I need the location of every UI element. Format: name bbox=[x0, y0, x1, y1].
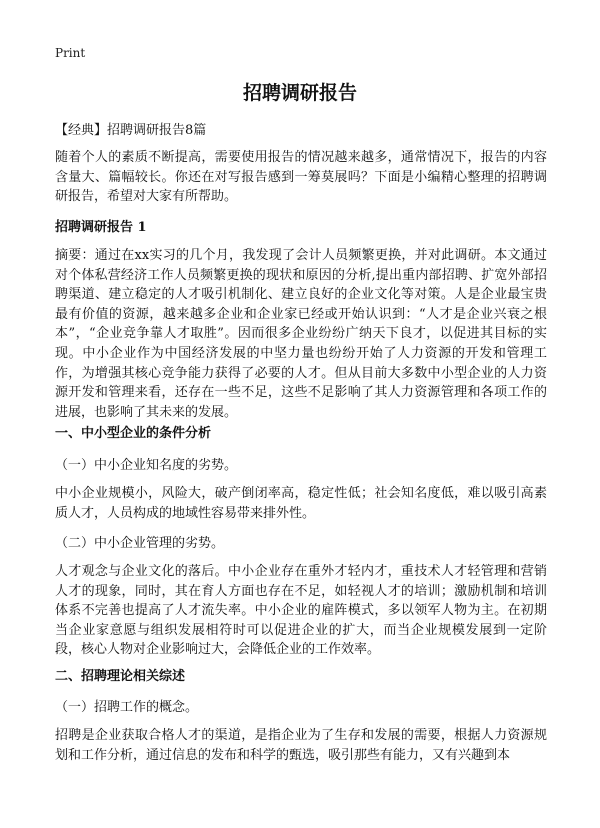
document-subtitle: 【经典】招聘调研报告8篇 bbox=[55, 123, 207, 138]
h2-sub1-block bbox=[55, 696, 547, 715]
h1-sub1-block bbox=[55, 454, 547, 473]
h1-block bbox=[55, 422, 547, 441]
paragraph-concept: 招聘是企业获取合格人才的渠道，是指企业为了生存和发展的需要，根据人力资源规划和工作分析，通过信息的发布和科学的甄选，吸引那些有能力，又有兴趣到本 bbox=[55, 728, 547, 763]
heading-conditions-analysis: 一、中小型企业的条件分析 bbox=[55, 426, 212, 441]
paragraph-management: 人才观念与企业文化的落后。中小企业存在重外才轻内才，重技术人才轻管理和营销人才的现象，同时，其在育人方面也存在不足，如轻视人才的培训；激励机制和培训体系不完善也提高了人才流失率。中小企业的雇阵模式，多以领军人物为主。在初期当企业家意愿与组织发展相符时可以促进企业的扩大，而当企业规模发展到一定阶段，核心人物对企业影响过大，会降低企业的工作效率。 bbox=[55, 564, 547, 658]
h2-block bbox=[55, 665, 547, 684]
print-label: Print bbox=[55, 46, 86, 60]
section-heading: 招聘调研报告 1 bbox=[55, 220, 147, 235]
subheading-management: （二）中小企业管理的劣势。 bbox=[55, 536, 225, 551]
page-title: 招聘调研报告 bbox=[242, 82, 357, 104]
paragraph-visibility: 中小企业规模小，风险大，破产倒闭率高，稳定性低；社会知名度低，难以吸引高素质人才，人员构成的地域性容易带来排外性。 bbox=[55, 486, 547, 521]
abstract-block bbox=[55, 246, 547, 422]
h1-p1-block bbox=[55, 484, 547, 523]
h1-p2-block bbox=[55, 562, 547, 660]
abstract-paragraph: 摘要：通过在xx实习的几个月，我发现了会计人员频繁更换，并对此调研。本文通过对个体私营经济工作人员频繁更换的现状和原因的分析,提出重内部招聘、扩宽外部招聘渠道、建立稳定的人才吸引机制化、建立良好的企业文化等对策。人是企业最宝贵最有价值的资源，越来越多企业和企业家已经或开始认识到：“人才是企业兴衰之根本”，“企业竞争靠人才取胜”。因而很多企业纷纷广纳天下良才，以促进其目标的实现。中小企业作为中国经济发展的中坚力量也纷纷开始了人力资源的开发和管理工作，为增强其核心竞争能力获得了必要的人才。但从目前大多数中小型企业的人力资源开发和管理来看，还存在一些不足，这些不足影响了其人力资源管理和各项工作的进展，也影响了其未来的发展。 bbox=[55, 248, 547, 420]
subheading-concept: （一）招聘工作的概念。 bbox=[55, 700, 199, 715]
intro-paragraph: 随着个人的素质不断提高，需要使用报告的情况越来越多，通常情况下，报告的内容含量大、篇幅较长。你还在对写报告感到一筹莫展吗？下面是小编精心整理的招聘调研报告，希望对大家有所帮助。 bbox=[55, 150, 547, 205]
heading-recruitment-theory: 二、招聘理论相关综述 bbox=[55, 669, 186, 684]
h1-sub2-block bbox=[55, 532, 547, 551]
section-heading-block bbox=[55, 216, 547, 235]
subheading-visibility: （一）中小企业知名度的劣势。 bbox=[55, 458, 238, 473]
intro-block bbox=[55, 148, 547, 207]
h2-p1-block bbox=[55, 726, 547, 765]
